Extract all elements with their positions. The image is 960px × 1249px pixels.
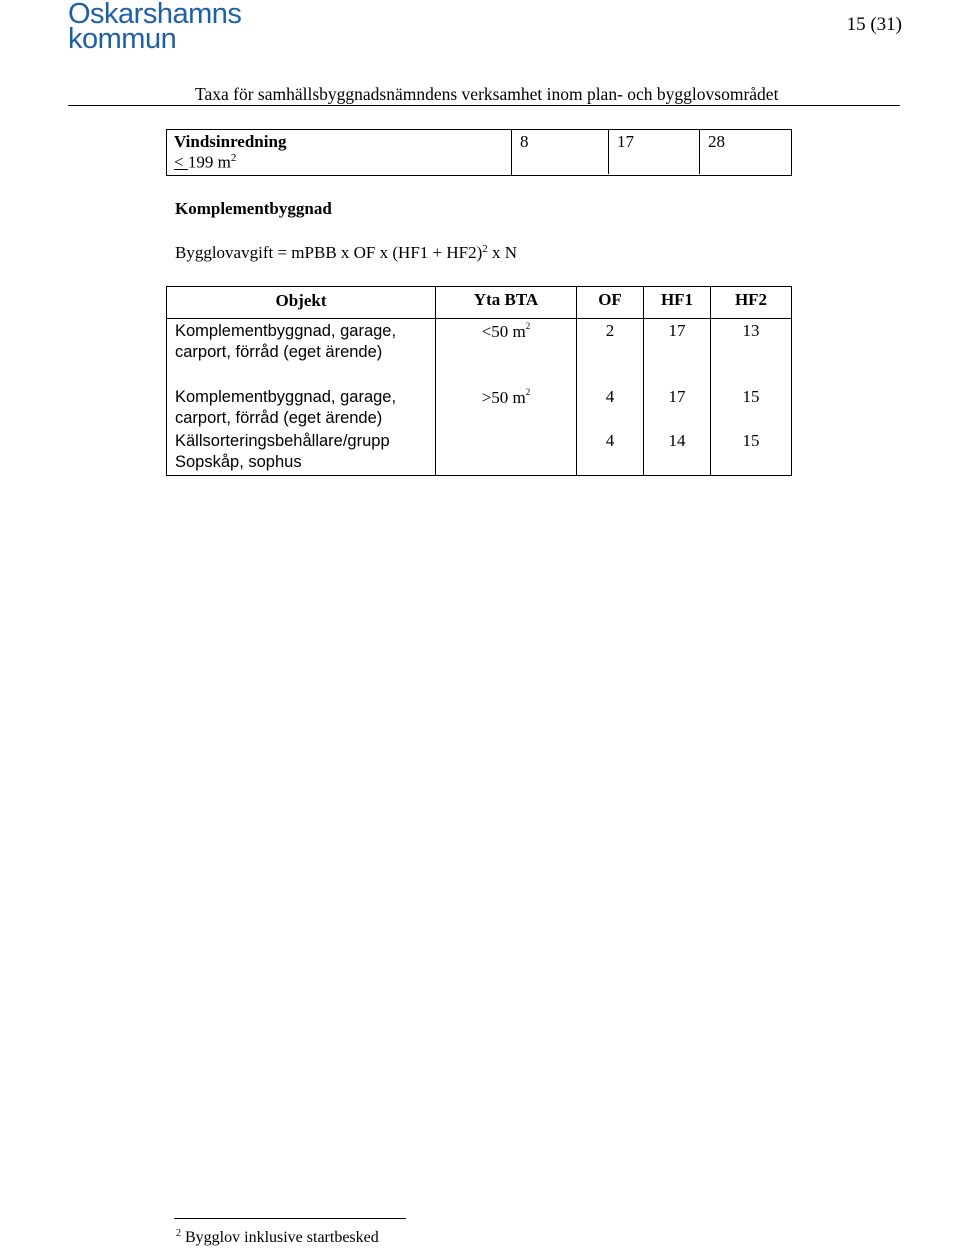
footnote: $^2$ Bygglov inklusive startbesked	[176, 1228, 379, 1246]
table-row	[167, 431, 792, 476]
document-title: Taxa för samhällsbyggnadsnämndens verksamhet inom plan- och bygglovsområdet	[195, 84, 779, 104]
hf1-cell: 17	[644, 319, 711, 384]
of-cell: 4	[577, 431, 644, 476]
objekt-cell: Källsorteringsbehållare/grupp Sopskåp, sophus	[167, 431, 436, 476]
table-row	[167, 383, 792, 431]
vindsinredning-value-3: 28	[708, 132, 725, 151]
vindsinredning-label: Vindsinredning	[174, 132, 287, 151]
header-yta-bta: Yta BTA	[436, 287, 577, 319]
hf2-cell: 15	[711, 383, 792, 431]
page-number: 15 (31)	[846, 14, 902, 35]
bta-cell	[436, 431, 577, 476]
logo-line2: kommun	[68, 23, 177, 55]
of-cell: 4	[577, 383, 644, 431]
komplement-heading: Komplementbyggnad	[175, 199, 332, 218]
of-cell: 2	[577, 319, 644, 384]
vindsinredning-values-cell	[512, 130, 792, 176]
hf2-cell: 13	[711, 319, 792, 384]
fee-formula: Bygglovavgift = mPBB x OF x $(HF1 + HF2)^2$ x N	[175, 243, 518, 262]
header-hf2: HF2	[711, 287, 792, 319]
municipality-logo	[68, 0, 242, 55]
vindsinredning-value-2: 17	[609, 130, 700, 174]
hf1-cell: 14	[644, 431, 711, 476]
hf1-cell: 17	[644, 383, 711, 431]
objekt-cell: Komplementbyggnad, garage, carport, förråd (eget ärende)	[167, 383, 436, 431]
header-rule	[68, 105, 900, 106]
vindsinredning-value-1: 8	[512, 130, 609, 174]
objekt-cell: Komplementbyggnad, garage, carport, förråd (eget ärende)	[167, 319, 436, 384]
bta-cell: >50 $m^2$	[436, 383, 577, 431]
objekt-table	[166, 286, 792, 476]
bta-cell: <50 $m^2$	[436, 319, 577, 384]
header-objekt: Objekt	[167, 287, 436, 319]
header-hf1: HF1	[644, 287, 711, 319]
hf2-cell: 15	[711, 431, 792, 476]
vindsinredning-table	[166, 129, 792, 176]
vindsinredning-size: < 199 $m^2$	[174, 152, 237, 172]
table-row	[167, 319, 792, 384]
logo-line1: Oskarshamns	[68, 0, 242, 30]
vindsinredning-label-cell	[167, 130, 512, 176]
header-of: OF	[577, 287, 644, 319]
footnote-rule	[174, 1218, 406, 1219]
